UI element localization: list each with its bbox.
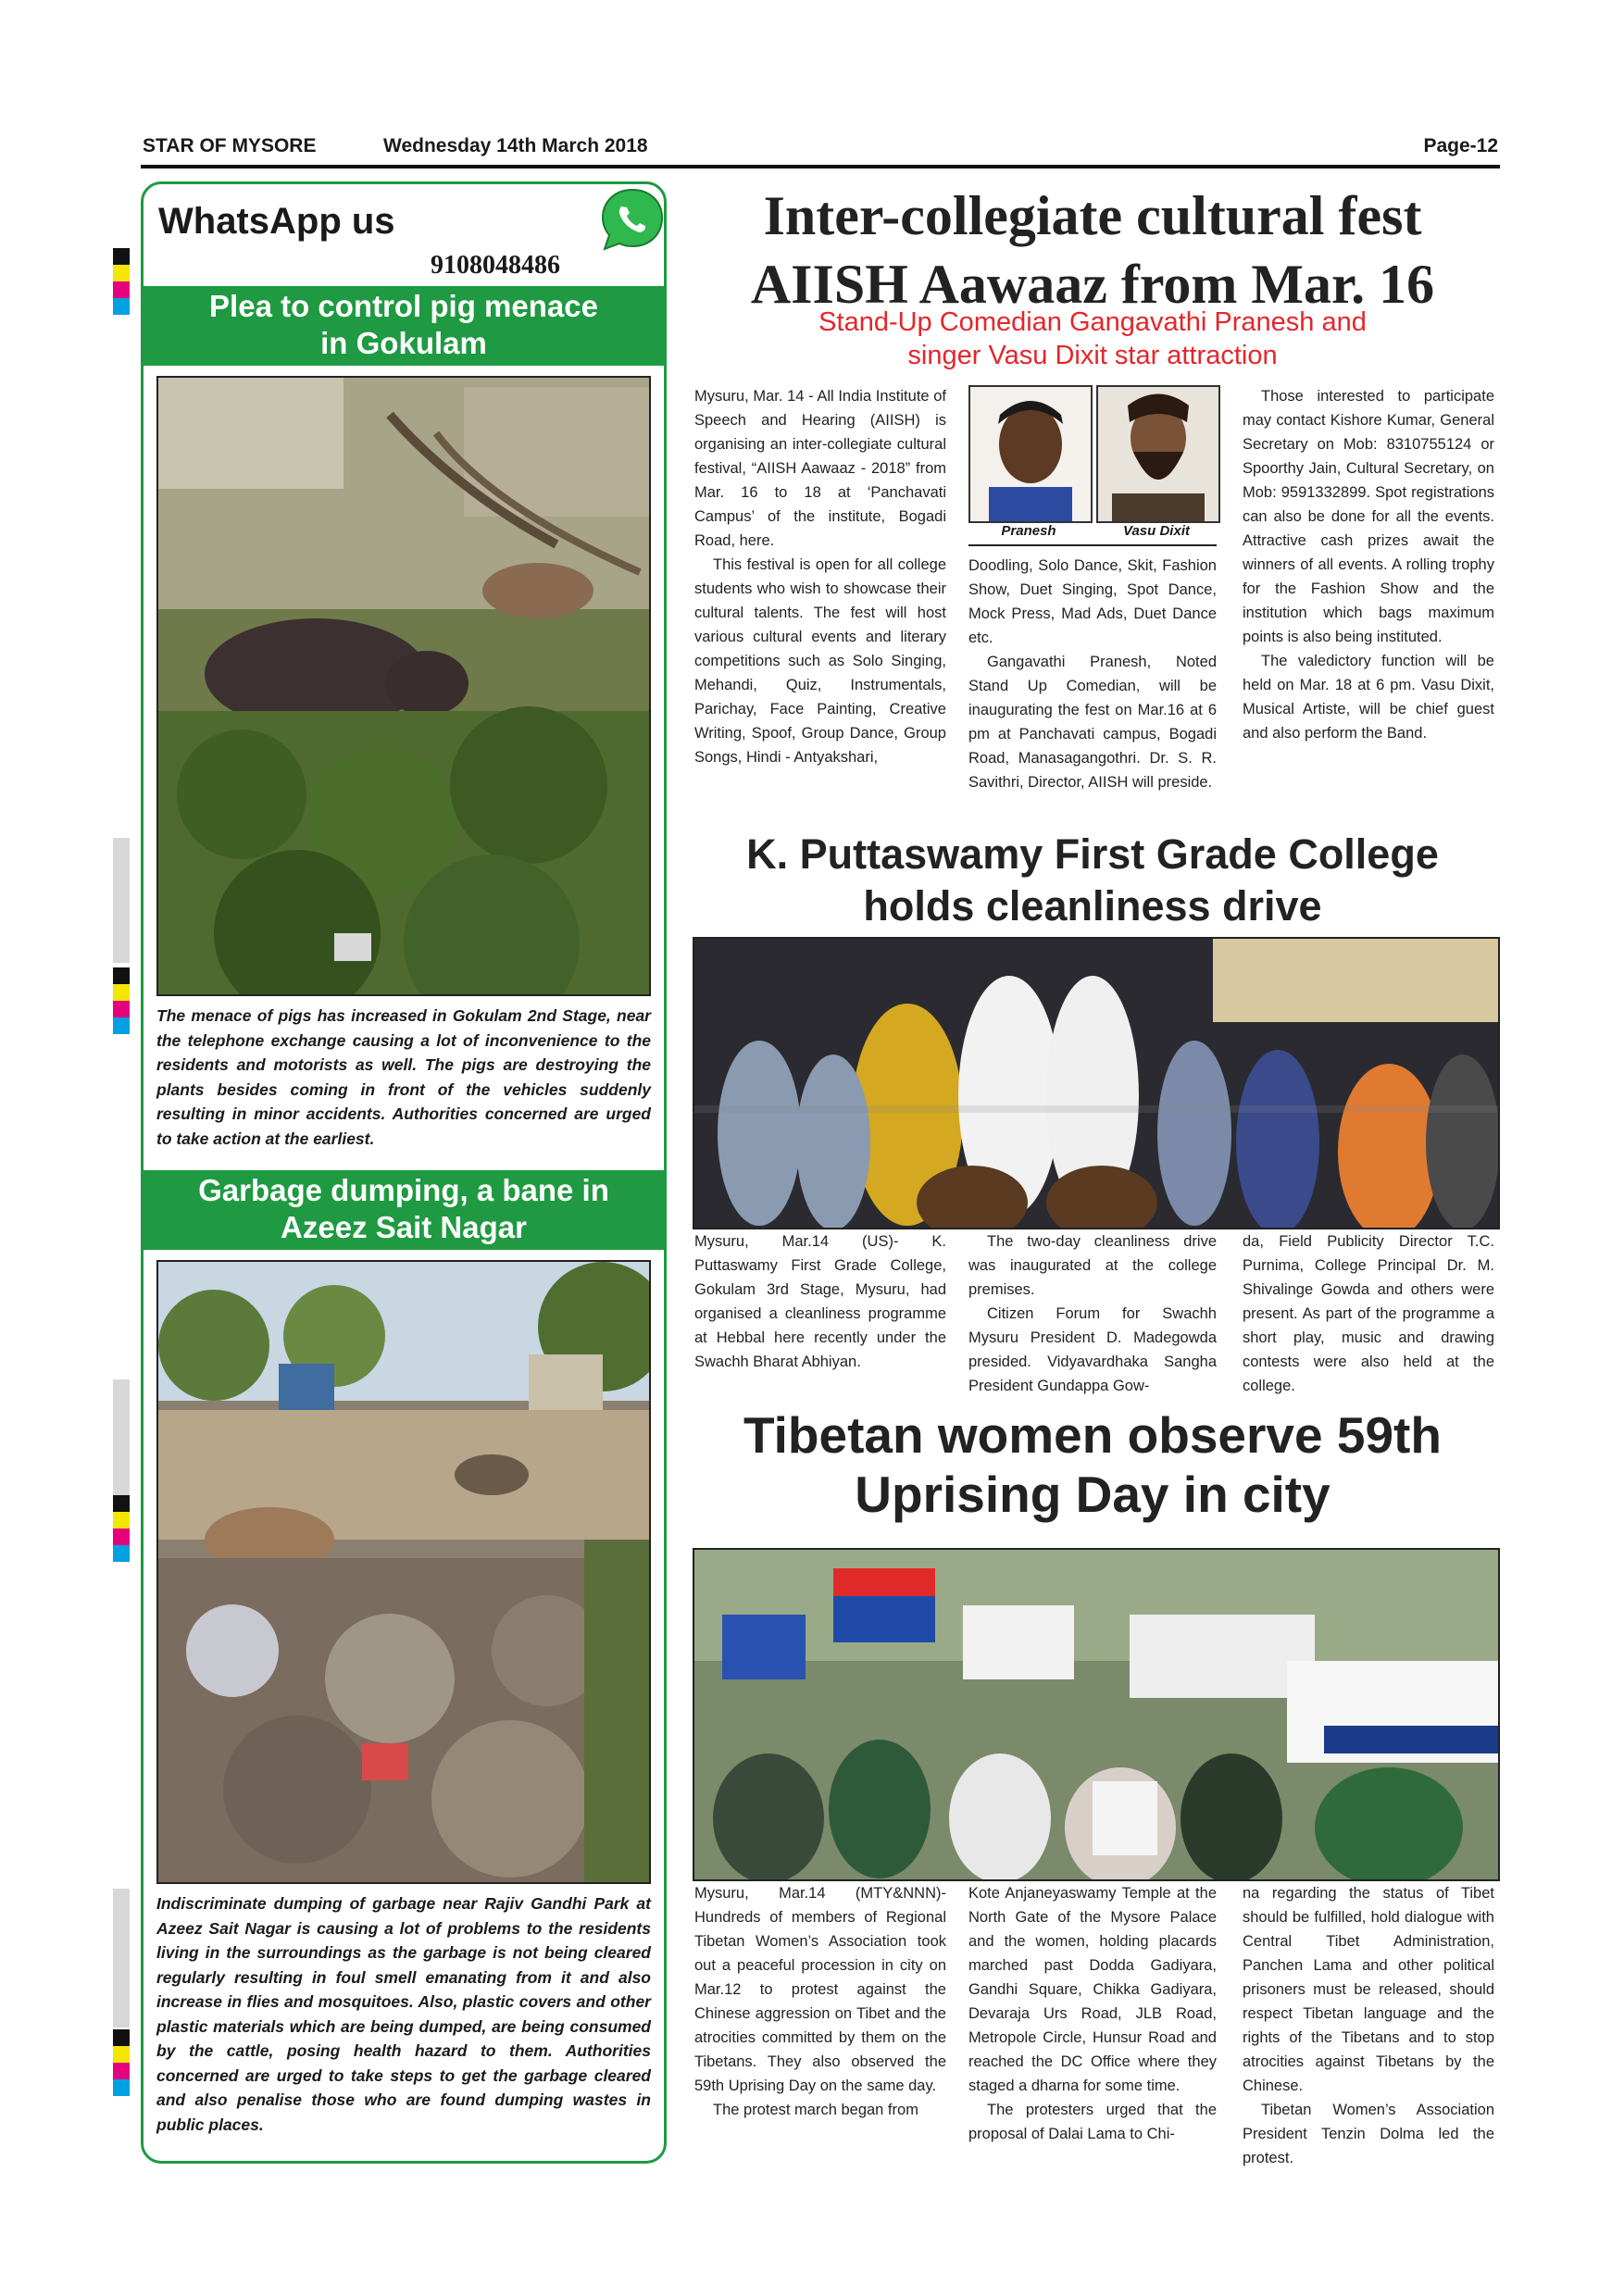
heading-line: in Gokulam [320,326,487,360]
headline-line: Inter-collegiate cultural fest [763,185,1422,246]
photo-pigs-gokulam [156,376,651,996]
article3-column-2 [968,1881,1217,2146]
headline-tibetan-women [685,1405,1500,1524]
registration-marks-middle [113,967,130,1034]
paragraph: The protest march began from [713,2102,918,2118]
headline-puttaswamy-college [685,829,1500,932]
photo-label-vasu-dixit: Vasu Dixit [1123,523,1190,539]
photo-garbage-azeez-sait-nagar [156,1260,651,1884]
masthead [141,133,1500,168]
heading-line: Garbage dumping, a bane in [198,1173,609,1207]
headline-aiish-aawaaz [685,181,1500,318]
paragraph: Mysuru, Mar.14 (US)- K. Puttaswamy First Grade College, Gokulam 3rd Stage, Mysuru, had organised a cleanliness programme at Hebbal here recently under the Swachh Bharat Abhiyan. [694,1233,946,1370]
article1-column-3 [1243,384,1494,745]
photo-vasu-dixit [1096,385,1220,523]
headline-line: AIISH Aawaaz from Mar. 16 [750,254,1435,315]
photo-tibetan-protest [693,1548,1500,1881]
paragraph: The protesters urged that the proposal of Dalai Lama to Chi- [968,2102,1217,2142]
sidebar-box [141,181,667,2164]
subheadline-line: singer Vasu Dixit star attraction [907,341,1278,370]
whatsapp-icon [597,186,667,253]
article1-column-2 [968,554,1217,794]
paper-name: STAR OF MYSORE [143,135,317,156]
photo-cleanliness-drive [693,937,1500,1229]
registration-marks-lower [113,1495,130,1562]
page-number: Page-12 [1423,135,1498,156]
paragraph: Gangavathi Pranesh, Noted Stand Up Comedian, will be inaugurating the fest on Mar.16 at 6 pm at Panchavati campus, Bogadi Road, Manasagangothri. Dr. S. R. Savithri, Director, AIISH will preside. [968,654,1217,791]
photo-rule [968,544,1217,546]
paragraph: Mysuru, Mar. 14 - All India Institute of Speech and Hearing (AIISH) is organising an inter-collegiate cultural festival, “AIISH Aawaaz - 2018” from Mar. 16 to 18 at ‘Panchavati Campus’ of the institute, Bogadi Road, here. [694,388,946,549]
paragraph: Citizen Forum for Swachh Mysuru President D. Madegowda presided. Vidyavardhaka Sangha President Gundappa Gow- [968,1305,1217,1394]
headline-line: K. Puttaswamy First Grade College [746,830,1439,878]
article2-column-2 [968,1229,1217,1398]
registration-marks-bottom [113,2029,130,2096]
subheadline-line: Stand-Up Comedian Gangavathi Pranesh and [818,307,1367,337]
paragraph: Those interested to participate may contact Kishore Kumar, General Secretary on Mob: 8310755124 or Spoorthy Jain, Cultural Secretary, on Mob: 9591332899. Spot registrations can also be done for all the events. Attractive cash prizes await the winners of all events. A rolling trophy for the Fashion Show and the institution which bags maximum points is also being instituted. [1243,388,1494,645]
issue-date: Wednesday 14th March 2018 [383,135,648,156]
story-heading-pig-menace [144,286,664,366]
heading-line: Plea to control pig menace [209,289,598,323]
photo-pranesh [968,385,1093,523]
article2-column-1 [694,1229,946,1374]
photo-label-pranesh: Pranesh [1001,523,1056,539]
registration-marks-top [113,248,130,315]
heading-line: Azeez Sait Nagar [281,1210,527,1244]
photo-caption-garbage: Indiscriminate dumping of garbage near Rajiv Gandhi Park at Azeez Sait Nagar is causing a lot of problems to the residents living in the surroundings as the garbage is not being cleared regularly resulting in foul smell emanating from it and also increase in flies and mosquitoes. Also, plastic covers and other plastic materials which are being dumped, are being consumed by the cattle, posing health hazard to them. Authorities concerned are urged to take steps to get the garbage cleared and also penalise those who are found dumping wastes in public places. [156,1894,651,2134]
paragraph: Kote Anjaneyaswamy Temple at the North Gate of the Mysore Palace and the women, holding placards marched past Dodda Gadiyara, Gandhi Square, Chikka Gadiyara, Devaraja Urs Road, JLB Road, Metropole Circle, Hunsur Road and reached the DC Office where they staged a dharna for some time. [968,1885,1217,2094]
story-heading-garbage-dumping [144,1170,664,1250]
photo-caption-pig-menace: The menace of pigs has increased in Gokulam 2nd Stage, near the telephone exchange causing a lot of inconvenience to the residents and motorists as well. The pigs are destroying the plants besides coming in front of the vehicles suddenly resulting in minor accidents. Authorities concerned are urged to take action at the earliest. [156,1006,651,1148]
headline-line: Tibetan women observe 59th [743,1406,1442,1464]
paragraph: Tibetan Women’s Association President Tenzin Dolma led the protest. [1243,2102,1494,2166]
headline-line: Uprising Day in city [855,1466,1330,1523]
article3-column-1 [694,1881,946,2122]
paragraph: na regarding the status of Tibet should be fulfilled, hold dialogue with Central Tibet Administration, Panchen Lama and other political prisoners must be released, should respect Tibetan language and the rights of the Tibetans and to stop atrocities against Tibetans by the Chinese. [1243,1885,1494,2094]
margin-grey-bar [113,838,130,963]
margin-grey-bar [113,1379,130,1495]
paragraph: This festival is open for all college students who wish to showcase their cultural talents. The fest will host various cultural events and literary competitions such as Solo Singing, Mehandi, Quiz, Instrumentals, Parichay, Face Painting, Creative Writing, Spoof, Group Dance, Group Songs, Hindi - Antyakshari, [694,556,946,766]
article3-column-3 [1243,1881,1494,2170]
margin-grey-bar [113,1889,130,2028]
article1-column-1 [694,384,946,769]
subheadline-aiish [685,306,1500,372]
article2-column-3 [1243,1229,1494,1398]
paragraph: Doodling, Solo Dance, Skit, Fashion Show, Duet Singing, Spot Dance, Mock Press, Mad Ads, Duet Dance etc. [968,557,1217,646]
whatsapp-title: WhatsApp us [158,201,395,242]
paragraph: Mysuru, Mar.14 (MTY&NNN)- Hundreds of members of Regional Tibetan Women’s Association took out a peaceful procession in city on Mar.12 to protest against the Chinese aggression on Tibet and the atrocities committed by them on the Tibetans. They also observed the 59th Uprising Day on the same day. [694,1885,946,2094]
paragraph: The two-day cleanliness drive was inaugurated at the college premises. [968,1233,1217,1298]
paragraph: The valedictory function will be held on Mar. 18 at 6 pm. Vasu Dixit, Musical Artiste, will be chief guest and also perform the Band. [1243,653,1494,742]
whatsapp-number: 9108048486 [431,251,560,280]
headline-line: holds cleanliness drive [863,882,1322,930]
paragraph: da, Field Publicity Director T.C. Purnima, College Principal Dr. M. Shivalinge Gowda and others were present. As part of the programme a short play, music and drawing contests were also held at the college. [1243,1233,1494,1394]
